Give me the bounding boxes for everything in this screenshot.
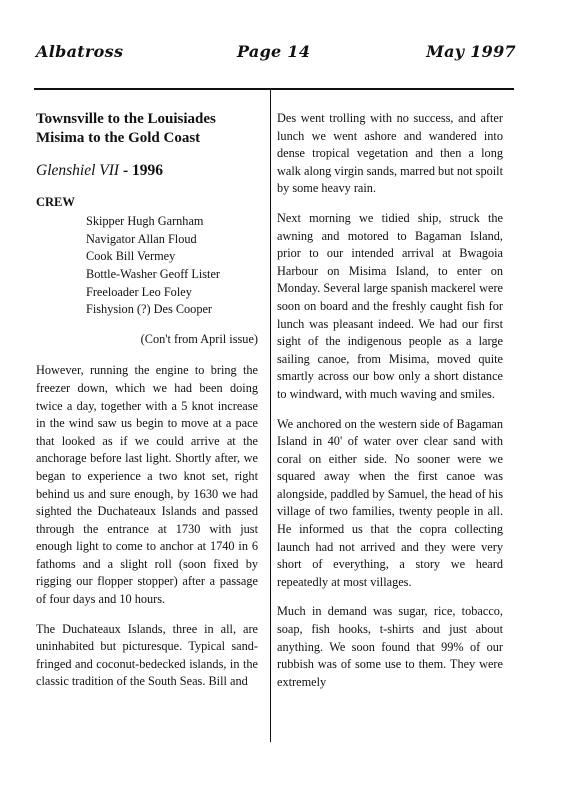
page-number: Page 14 [237, 42, 311, 61]
left-column [36, 110, 258, 703]
issue-date: May 1997 [426, 42, 516, 61]
voyage-year: 1996 [132, 162, 163, 179]
header-rule [34, 88, 514, 90]
body-paragraph: Much in demand was sugar, rice, tobacco, soap, fish hooks, t-shirts and just about anything. We soon found that 99% of our rubbish was of some use to them. They were extremely [277, 604, 503, 689]
crew-heading: CREW [36, 194, 75, 209]
continued-note: (Con't from April issue) [140, 331, 258, 346]
article-title [36, 110, 258, 148]
column-divider [270, 90, 271, 742]
title-line-2: Misima to the Gold Coast [36, 130, 201, 146]
crew-member: Skipper Hugh Garnham [86, 214, 204, 229]
crew-member: Fishysion (?) Des Cooper [86, 302, 213, 317]
crew-member: Bottle-Washer Geoff Lister [86, 266, 221, 281]
crew-member: Navigator Allan Floud [86, 231, 197, 246]
body-paragraph: Des went trolling with no success, and after lunch we went ashore and wandered into dense tropical vegetation and then a long walk along virgin sands, marred but not spoilt by some heavy rain. [277, 111, 503, 196]
body-paragraph: We anchored on the western side of Bagaman Island in 40' of water over clear sand with coral on either side. No sooner were we squared away when the first canoe was alongside, paddled by Samuel, the head of his village of two families, twenty people in all. He informed us that the copra collecting launch had not arrived and they were very short of everything, a story we heard repeatedly at most villages. [277, 416, 503, 589]
year-separator: - [119, 162, 132, 179]
running-header [36, 42, 516, 68]
right-column [277, 110, 503, 703]
publication-name: Albatross [36, 42, 124, 61]
crew-member: Freeloader Leo Foley [86, 284, 192, 299]
body-paragraph: However, running the engine to bring the freezer down, which we had been doing twice a day, together with a 5 knot increase in the wind saw us begin to move at a pace that looked as if we could arrive at the anchorage before last light. Shortly after, we began to experience a two knot set, right behind us and sure enough, by 1630 we had sighted the Duchateaux Islands and passed through the entrance at 1730 with just enough light to come to anchor at 1740 in 6 fathoms and a slight roll (soon fixed by rigging our flopper stopper) after a passage of four days and 10 hours. [36, 363, 258, 607]
vessel-subtitle [36, 162, 258, 180]
body-paragraph: The Duchateaux Islands, three in all, are uninhabited but picturesque. Typical sand-fringed and coconut-bedecked islands, in the classic tradition of the South Seas. Bill and [36, 621, 258, 689]
title-line-1: Townsville to the Louisiades [36, 111, 216, 127]
crew-list [36, 213, 258, 319]
crew-member: Cook Bill Vermey [86, 249, 176, 264]
body-paragraph: Next morning we tidied ship, struck the awning and motored to Bagaman Island, prior to our intended arrival at Bwagoia Harbour on Misima Island, to enter on Monday. Several large spanish mackerel were soon on board and the freshly caught fish for lunch was pleasant indeed. We had our first sight of the indigenous people as a large sailing canoe, from Misima, moved quite smartly across our bow only a short distance to windward, with much waving and smiles. [277, 210, 503, 401]
vessel-name: Glenshiel VII [36, 162, 120, 179]
